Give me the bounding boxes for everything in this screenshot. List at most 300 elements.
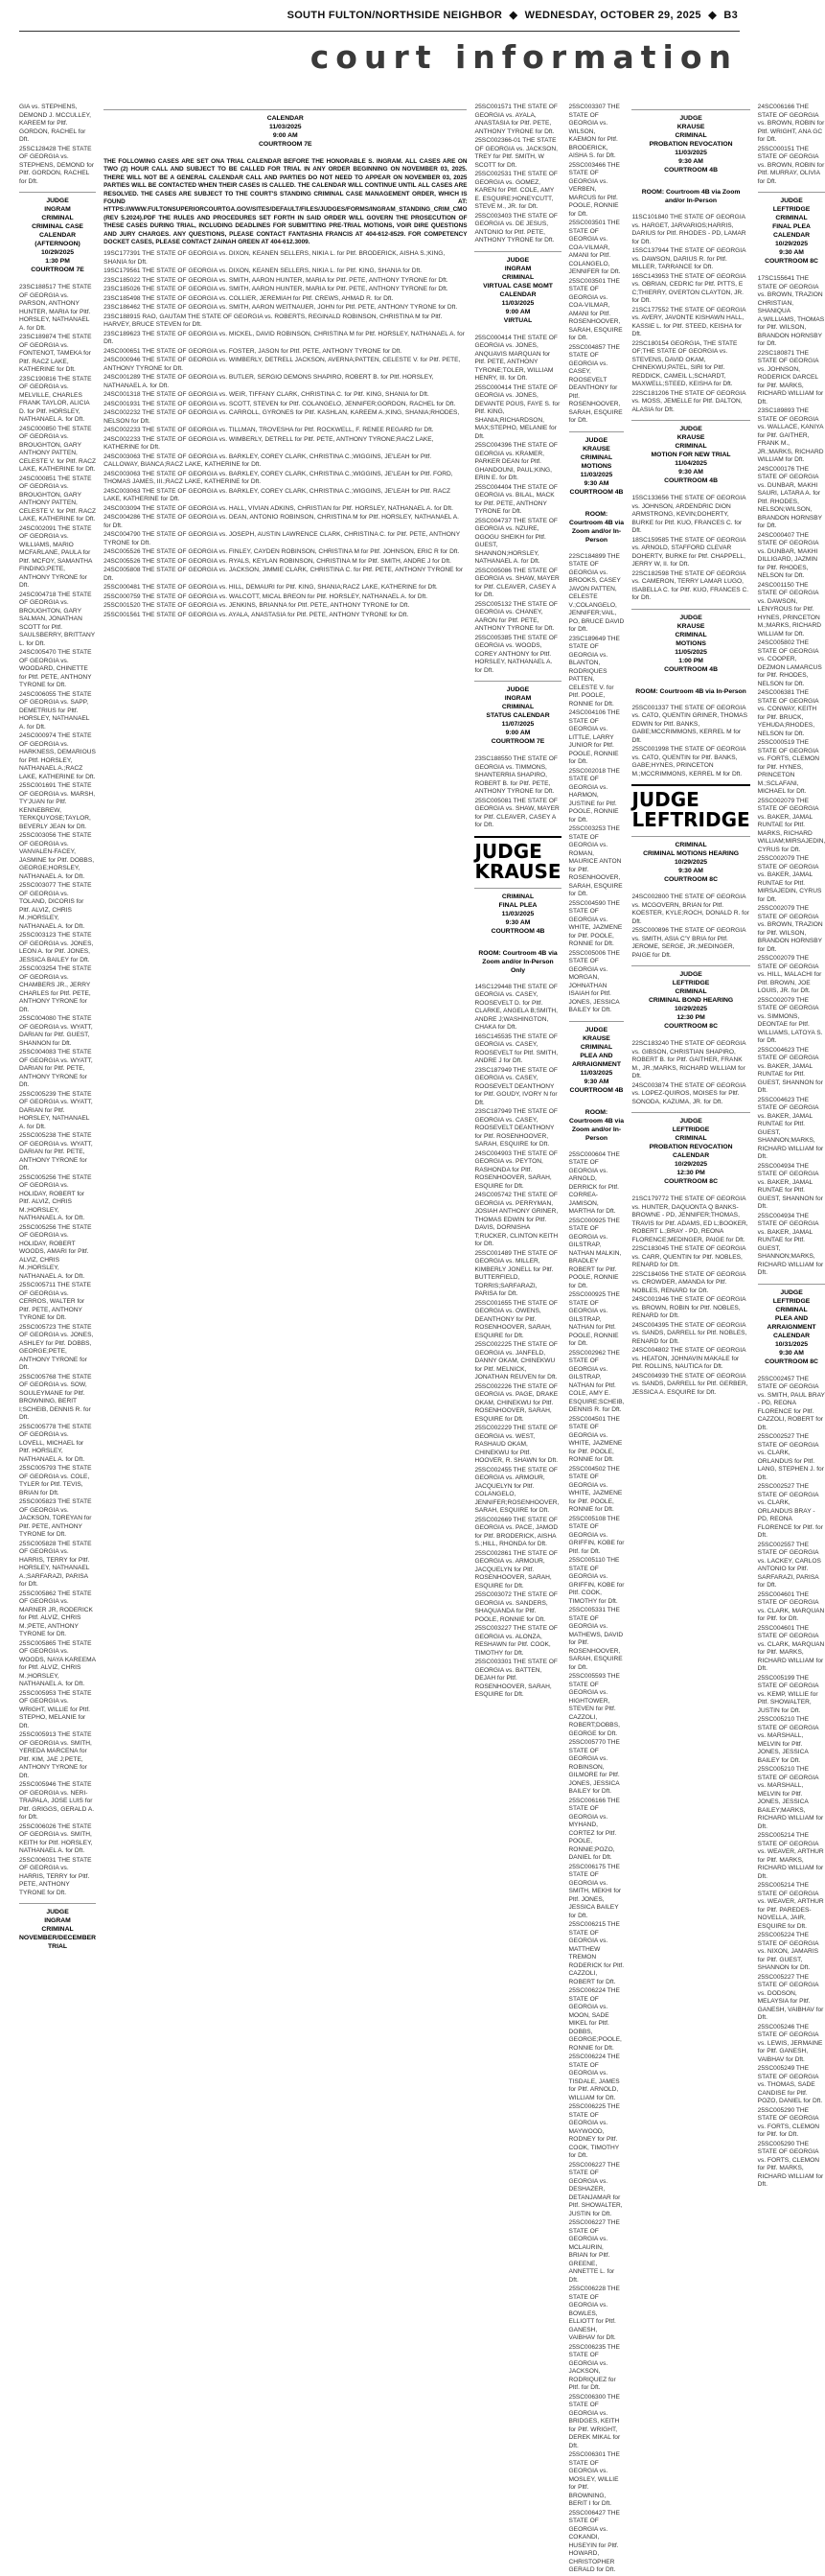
- case-entry: 25SC005723 THE STATE OF GEORGIA vs. JONES, ASHLEY for Pltf. DOBBS, GEORGE;PETE, ANTHONY TYRONE for Dft.: [19, 1323, 94, 1371]
- case-entry: 22SC184899 THE STATE OF GEORGIA vs. BROOKS, CASEY JAVON PATTEN, CELESTE V.;COLANGELO, JENNIFER;VAIL, PO, BRUCE DAVID for Dft.: [568, 552, 625, 633]
- calendar-heading-line: KRAUSE: [676, 434, 705, 441]
- case-entry: 23SC189623 THE STATE OF GEORGIA vs. MICKEL, DAVID ROBINSON, CHRISTINA M for Pltf. HORSLEY, NATHANAEL A. for Dft.: [103, 330, 465, 346]
- judge-name-heading: JUDGE LEFTRIDGE: [631, 784, 749, 830]
- case-entry: 25SC001489 THE STATE OF GEORGIA vs. MILLER, KIMBERLY JONELL for Pltf. BUTTERFIELD, TORRIS;SARFARAZI, PARISA for Dft.: [474, 1249, 558, 1297]
- case-entry: 25SC004934 THE STATE OF GEORGIA vs. BAKER, JAMAL RUNTAE for Pltf. GUEST, SHANNON;MARKS, RICHARD WILLIAM for Dft.: [757, 1212, 824, 1276]
- case-entry: 25SC005199 THE STATE OF GEORGIA vs. KEMP, WILLIE for Pltf. SHOWALTER, JUSTIN for Dft.: [757, 1674, 819, 1714]
- case-entry: 25SC002557 THE STATE OF GEORGIA vs. LACKEY, CARLOS ANTONIO for Pltf. SARFARAZI, PARISA for Dft.: [757, 1541, 821, 1589]
- case-entry: 24SC000176 THE STATE OF GEORGIA vs. DUNBAR, MAKHI SAURI, LATARA A. for Pltf. RHODES, NELSON;WILSON, BRANDON HORNSBY for Dft.: [757, 465, 822, 529]
- case-entry: 24SC001931 THE STATE OF GEORGIA vs. SCOTT, STEVEN for Pltf. COLANGELO, JENNIFER;GORDON, RACHEL for Dft.: [103, 400, 456, 407]
- case-entry: 22SC180154 GEORGIA, THE STATE OF;THE STATE OF GEORGIA vs. STEVENS, DAVID OKAM, CHINEKWU;PATEL, SIRI for Pltf. REDDICK, CAMEIL L;SCHARDT, MAXWELL;STEED, KEISHA for Dft.: [631, 339, 738, 387]
- case-entry: 25SC001571 THE STATE OF GEORGIA vs. AYALA, ANASTASIA for Pltf. PETE, ANTHONY TYRONE for Dft.: [474, 104, 558, 135]
- case-entry: 24SC001946 THE STATE OF GEORGIA vs. BROWN, ROBIN for Pltf. NOBLES, RENARD for Dft.: [631, 1296, 746, 1319]
- case-entry: 23SC188550 THE STATE OF GEORGIA vs. TIMMONS, SHANTERRIA SHAPIRO, ROBERT B. for Pltf. PETE, ANTHONY TYRONE for Dft.: [474, 755, 558, 795]
- calendar-heading-line: 11/03/2025: [675, 150, 707, 156]
- calendar-heading-line: 10/29/2025: [675, 1006, 708, 1012]
- case-entry: 24SC001318 THE STATE OF GEORGIA vs. WEIR, TIFFANY CLARK, CHRISTINA C. for Pltf. KING, SHANIA for Dft.: [103, 391, 429, 399]
- column-2: [103, 104, 467, 2576]
- separator-diamond-icon: ◆: [708, 10, 717, 21]
- calendar-heading-line: 9:30 AM: [678, 469, 703, 476]
- case-entry: 25SC005110 THE STATE OF GEORGIA vs. GRIFFIN, KOBE for Pltf. COOK, TIMOTHY for Dft.: [568, 1557, 625, 1605]
- case-entry: 25SC005770 THE STATE OF GEORGIA vs. ROBINSON, GILMORE for Pltf. JONES, JESSICA BAILEY for Dft.: [568, 1739, 620, 1795]
- calendar-heading-line: COURTROOM 7E: [31, 267, 84, 273]
- case-entry: 24SC000850 THE STATE OF GEORGIA vs. BROUGHTON, GARY ANTHONY PATTEN, CELESTE V. for Pltf. RACZ LAKE, KATHERINE for Dft.: [19, 425, 97, 473]
- case-entry: 25SC006026 THE STATE OF GEORGIA vs. SMITH, KEITH for Pltf. HORSLEY, NATHANAEL A. for Dft.: [19, 1822, 93, 1854]
- case-entry: 19SC177391 THE STATE OF GEORGIA vs. DIXON, KEANEN SELLERS, NIKIA L. for Pltf. BRODERICK, AISHA S.;KING, SHANIA for Dft.: [103, 250, 446, 266]
- room-note: ROOM: Courtroom 4B via Zoom and/or In-Person: [641, 189, 741, 204]
- case-entry: 25SC006235 THE STATE OF GEORGIA vs. JACKSON, RODRIQUEZ for Pltf. for Dft.: [568, 2343, 620, 2391]
- calendar-heading-line: CRIMINAL: [775, 215, 808, 221]
- case-entry: 25SC004404 THE STATE OF GEORGIA vs. BILAL, MACK for Pltf. PETE, ANTHONY TYRONE for Dft.: [474, 483, 558, 515]
- listing-columns: [19, 104, 825, 2573]
- case-entry: 25SC005331 THE STATE OF GEORGIA vs. MATHEWS, DAVID for Pltf. ROSENHOOVER, SARAH, ESQUIRE for Dft.: [568, 1607, 624, 1671]
- case-entry: 25SC005290 THE STATE OF GEORGIA vs. FORTS, CLEMON for Pltf. for Dft.: [757, 2106, 820, 2138]
- case-entry: 24SC000851 THE STATE OF GEORGIA vs. BROUGHTON, GARY ANTHONY PATTEN, CELESTE V. for Pltf. RACZ LAKE, KATHERINE for Dft.: [19, 475, 97, 522]
- case-entry: 25SC001691 THE STATE OF GEORGIA vs. MARSH, TY'JUAN for Pltf. KENNEBREW, TERKQUYOSE;TAYLOR, BEVERLY JEAN for Dft.: [19, 782, 96, 830]
- case-entry: 22SC184056 THE STATE OF GEORGIA vs. CROWDER, AMANDA for Pltf. NOBLES, RENARD for Dft.: [631, 1270, 746, 1294]
- calendar-heading-line: STATUS CALENDAR: [486, 712, 550, 719]
- case-entry: 25SC005256 THE STATE OF GEORGIA vs. HOLIDAY, ROBERT for Pltf. ALVIZ, CHRIS M.;HORSLEY, NATHANAEL A. for Dft.: [19, 1173, 92, 1221]
- case-entry: 25SC002455 THE STATE OF GEORGIA vs. ARMOUR, JACQUELYN for Pltf. COLANGELO, JENNIFER;ROSENHOOVER, SARAH, ESQUIRE for Dft.: [474, 1466, 560, 1514]
- calendar-heading: [631, 965, 749, 1034]
- calendar-heading-line: 10/29/2025: [675, 1161, 708, 1168]
- case-entry: 22SC180871 THE STATE OF GEORGIA vs. JOHNSON, RODERICK DARCEL for Pltf. MARKS, RICHARD WILLIAM for Dft.: [757, 349, 824, 406]
- calendar-heading-line: PROBATION REVOCATION: [649, 141, 733, 148]
- case-entry: 24SC004939 THE STATE OF GEORGIA vs. SANDS, DARRELL for Pltf. GERBER, JESSICA A. ESQUIRE for Dft.: [631, 1372, 748, 1396]
- case-entry: 25SC003056 THE STATE OF GEORGIA vs. VANVALEN-FACEY, JASMINE for Pltf. DOBBS, GEORGE;HORSLEY, NATHANAEL A. for Dft.: [19, 832, 95, 880]
- calendar-heading: [569, 1021, 625, 1099]
- case-entry: 25SC006300 THE STATE OF GEORGIA vs. BRIDGES, KEITH for Pltf. WRIGHT, DEREK MIKAL for Dft.: [568, 2393, 621, 2449]
- calendar-heading-line: COURTROOM 4B: [491, 927, 545, 935]
- case-entry: 24SC004718 THE STATE OF GEORGIA vs. BROUGHTON, GARY SALMAN, JONATHAN SCOTT for Pltf. SAULSBERRY, BRITTANY L. for Dft.: [19, 591, 96, 647]
- calendar-heading-line: 12:30 PM: [676, 1014, 705, 1021]
- case-entry: 25SC002527 THE STATE OF GEORGIA vs. CLARK, ORLANDUS BRAY - PD, REONA FLORENCE for Pltf. for Dft.: [757, 1483, 823, 1539]
- calendar-heading-line: COURTROOM 4B: [569, 1086, 624, 1094]
- calendar-heading: [569, 431, 625, 500]
- calendar-heading-line: INGRAM: [44, 1917, 71, 1924]
- calendar-heading-line: JUDGE: [679, 971, 702, 978]
- running-head: [284, 9, 738, 21]
- calendar-heading: [19, 1903, 96, 1955]
- case-entry: 23SC187949 THE STATE OF GEORGIA vs. CASEY, ROOSEVELT DEANTHONY for Pltf. ROSENHOOVER, SARAH, ESQUIRE for Dft.: [474, 1108, 558, 1148]
- calendar-heading-line: KRAUSE: [583, 445, 610, 453]
- case-entry: 25SC006228 THE STATE OF GEORGIA vs. BOWLES, ELLIOTT for Pltf. GANESH, VAIBHAV for Dft.: [568, 2286, 620, 2341]
- calendar-heading-line: COURTROOM 4B: [569, 488, 624, 496]
- case-entry: 25SC006227 THE STATE OF GEORGIA vs. DESHAZER, DETANJAMAR for Pltf. SHOWALTER, JUSTIN for Dft.: [568, 2161, 623, 2217]
- case-entry: 25SC002527 THE STATE OF GEORGIA vs. CLARK, ORLANDUS for Pltf. LANG, STEPHEN J. for Dft.: [757, 1433, 824, 1481]
- room-note: ROOM: Courtroom 4B via Zoom and/or In-Person: [568, 1108, 624, 1142]
- case-entry: GIA vs. STEPHENS, DEMOND J. MCCULLEY, KAREEM for Pltf. GORDON, RACHEL for Dft.: [19, 104, 91, 143]
- calendar-heading-line: 10/29/2025: [775, 241, 809, 247]
- calendar-heading-line: 11/03/2025: [501, 910, 535, 917]
- calendar-heading-line: 1:30 PM: [45, 258, 70, 265]
- case-entry: 11SC101840 THE STATE OF GEORGIA vs. HARGET, JARVARIOS;HARRIS, DARIUS for Pltf. RHODES - PD, LAMAR for Dft.: [631, 214, 746, 245]
- separator-diamond-icon: ◆: [509, 10, 518, 21]
- calendar-heading-line: 9:30 AM: [779, 249, 804, 256]
- case-entry: 25SC003254 THE STATE OF GEORGIA vs. CHAMBERS JR., JERRY CHARLES for Pltf. PETE, ANTHONY TYRONE for Dft.: [19, 965, 92, 1013]
- case-entry: 25SC005132 THE STATE OF GEORGIA vs. CHANEY, AARON for Pltf. PETE, ANTHONY TYRONE for Dft.: [474, 600, 558, 632]
- case-entry: 25SC005108 THE STATE OF GEORGIA vs. GRIFFIN, KOBE for Pltf. for Dft.: [568, 1515, 625, 1555]
- case-entry: 25SC001998 THE STATE OF GEORGIA vs. CATO, QUENTIN for Pltf. BANKS, GABE;HYNES, PRINCETON M.;MCCRIMMONS, KERREL M for Dft.: [631, 746, 746, 777]
- calendar-heading-line: 10/29/2025: [675, 859, 708, 866]
- room-note: ROOM: Courtroom 4B via Zoom and/or In-Person: [568, 510, 624, 544]
- case-entry: 24SC004790 THE STATE OF GEORGIA vs. JOSEPH, AUSTIN LAWRENCE CLARK, CHRISTINA C. for Pltf. PETE, ANTHONY TYRONE for Dft.: [103, 531, 460, 546]
- case-entry: 25SC128428 THE STATE OF GEORGIA vs. STEPHENS, DEMOND for Pltf. GORDON, RACHEL for Dft.: [19, 145, 95, 185]
- calendar-heading-line: KRAUSE: [676, 622, 705, 630]
- calendar-heading-line: PLEA AND ARRAIGNMENT: [572, 1052, 621, 1068]
- page-header: [0, 0, 759, 33]
- case-entry: 23SC188915 RAO, GAUTAM THE STATE OF GEORGIA vs. ROBERTS, REGINALD ROBINSON, CHRISTINA M for Pltf. HARVEY, BRUCE STEVEN for Dft.: [103, 313, 443, 329]
- case-entry: 24SC004903 THE STATE OF GEORGIA vs. PEYTON, RASHONDA for Pltf. ROSENHOOVER, SARAH, ESQUIRE for Dft.: [474, 1149, 558, 1190]
- case-entry: 25SC003072 THE STATE OF GEORGIA vs. SANDERS, SHAQUANDA for Pltf. POOLE, RONNIE for Dft.: [474, 1591, 558, 1623]
- calendar-heading-line: NOVEMBER/DECEMBER TRIAL: [19, 1935, 97, 1950]
- calendar-heading-line: COURTROOM 7E: [259, 141, 312, 148]
- calendar-heading-line: 9:30 AM: [678, 158, 703, 165]
- case-entry: 24SC003063 THE STATE OF GEORGIA vs. BARKLEY, COREY CLARK, CHRISTINA C.;WIGGINS, JE'LEAH for Pltf. CALLOWAY, BIANCA;RACZ LAKE, KATHERINE for Dft.: [103, 453, 432, 469]
- calendar-heading: [474, 681, 561, 750]
- case-entry: 25SC000604 THE STATE OF GEORGIA vs. ARNOLD, DERRICK for Pltf. CORREA-JAMISON, MARTHA for Dft.: [568, 1150, 620, 1215]
- case-entry: 19SC179561 THE STATE OF GEORGIA vs. DIXON, KEANEN SELLERS, NIKIA L. for Pltf. KING, SHANIA for Dft.: [103, 267, 423, 275]
- calendar-heading-line: CRIMINAL: [675, 631, 707, 638]
- case-entry: 25SC004590 THE STATE OF GEORGIA vs. WHITE, JAZMENE for Pltf. POOLE, RONNIE for Dft.: [568, 899, 623, 947]
- case-entry: 25SC001337 THE STATE OF GEORGIA vs. CATO, QUENTIN GRINER, THOMAS EDWIN for Pltf. BANKS, GABE;MCCRIMMONS, KERREL M for Dft.: [631, 704, 747, 744]
- calendar-heading-line: CRIMINAL: [580, 1043, 613, 1051]
- case-entry: 25SC002079 THE STATE OF GEORGIA vs. BROWN, TRAZION for Pltf. WILSON, BRANDON HORNSBY for Dft.: [757, 905, 823, 953]
- calendar-heading-line: KRAUSE: [583, 1034, 610, 1042]
- case-entry: 25SC003307 THE STATE OF GEORGIA vs. WILSON, KAEMON for Pltf. BRODERICK, AISHA S. for Dft.: [568, 104, 620, 159]
- calendar-heading-line: CRIMINAL: [675, 132, 707, 139]
- case-entry: 25SC004501 THE STATE OF GEORGIA vs. WHITE, JAZMENE for Pltf. POOLE, RONNIE for Dft.: [568, 1415, 623, 1463]
- calendar-heading-line: 9:30 AM: [678, 868, 703, 874]
- calendar-heading-line: 9:00 AM: [505, 308, 531, 315]
- case-entry: 24SC005802 THE STATE OF GEORGIA vs. COOPER, DEZMON LAMARCUS for Pltf. RHODES, NELSON for Dft.: [757, 639, 822, 687]
- calendar-heading-line: CRIMINAL: [501, 704, 535, 710]
- calendar-heading-line: MOTIONS: [676, 639, 706, 647]
- case-entry: 24SC003063 THE STATE OF GEORGIA vs. BARKLEY, COREY CLARK, CHRISTINA C.;WIGGINS, JE'LEAH for Pltf. RACZ LAKE, KATHERINE for Dft.: [103, 487, 451, 503]
- case-entry: 25SC000925 THE STATE OF GEORGIA vs. GILSTRAP, NATHAN MALKIN, BRADLEY ROBERT for Pltf. POOLE, RONNIE for Dft.: [568, 1217, 622, 1289]
- case-entry: 25SC006301 THE STATE OF GEORGIA vs. MOSLEY, WILLIE for Pltf. BROWNING, BERIT I for Dft.: [568, 2451, 620, 2507]
- case-entry: 25SC006224 THE STATE OF GEORGIA vs. TISDALE, JAMES for Pltf. ARNOLD, WILLIAM for Dft.: [568, 2054, 620, 2101]
- header-rule: [19, 31, 740, 32]
- case-entry: 24SC000974 THE STATE OF GEORGIA vs. HARKNESS, DEMARIOUS for Pltf. HORSLEY, NATHANAEL A.;RACZ LAKE, KATHERINE for Dft.: [19, 732, 96, 780]
- case-entry: 25SC004502 THE STATE OF GEORGIA vs. WHITE, JAZMENE for Pltf. POOLE, RONNIE for Dft.: [568, 1465, 623, 1513]
- calendar-heading-line: JUDGE: [506, 256, 530, 264]
- case-entry: 25SC000896 THE STATE OF GEORGIA vs. SMITH, ASIA C'Y BRIA for Pltf. JEROME, SERGE, JR.;MEDINGER, PAIGE for Dft.: [631, 927, 746, 959]
- case-entry: 25SC000925 THE STATE OF GEORGIA vs. GILSTRAP, NATHAN for Pltf. POOLE, RONNIE for Dft.: [568, 1291, 620, 1347]
- calendar-heading-line: 10/29/2025: [41, 249, 75, 256]
- case-entry: 25SC001561 THE STATE OF GEORGIA vs. AYALA, ANASTASIA for Pltf. PETE, ANTHONY TYRONE for Dft.: [103, 611, 409, 618]
- calendar-heading-line: LEFTRIDGE: [772, 206, 811, 213]
- case-entry: 25SC005214 THE STATE OF GEORGIA vs. WEAVER, ARTHUR for Pltf. MARKS, RICHARD WILLIAM for Dft.: [757, 1832, 824, 1880]
- calendar-heading-line: JUDGE: [679, 426, 702, 432]
- case-entry: 23SC189874 THE STATE OF GEORGIA vs. FONTENOT, TAMEKA for Pltf. RACZ LAKE, KATHERINE for Dft.: [19, 334, 92, 373]
- case-entry: 24SC005526 THE STATE OF GEORGIA vs. RYALS, KEYLAN ROBINSON, CHRISTINA M for Pltf. SMITH, ANDRE J for Dft.: [103, 557, 451, 565]
- case-entry: 25SC006215 THE STATE OF GEORGIA vs. MATTHEW TREMON RODERICK for Pltf. CAZZOLI, ROBERT for Dft.: [568, 1921, 625, 1985]
- calendar-heading-line: CRIMINAL: [501, 893, 535, 900]
- case-entry: 23SC186462 THE STATE OF GEORGIA vs. SMITH, AARON WEITNAUER, JOHN for Pltf. PETE, ANTHONY TYRONE for Dft.: [103, 304, 458, 312]
- column-5: [631, 104, 749, 2576]
- case-entry: 24SC003063 THE STATE OF GEORGIA vs. BARKLEY, COREY CLARK, CHRISTINA C.;WIGGINS, JE'LEAH for Pltf. FORD, THOMAS JAMES, III.;RACZ LAKE, KATHERINE for Dft.: [103, 470, 453, 486]
- calendar-heading-line: CRIMINAL: [580, 453, 613, 461]
- case-entry: 24SC002233 THE STATE OF GEORGIA vs. WIMBERLY, DETRELL for Pltf. PETE, ANTHONY TYRONE;RACZ LAKE, KATHERINE for Dft.: [103, 435, 434, 452]
- case-entry: 15SC137944 THE STATE OF GEORGIA vs. DAWSON, DARIUS R. for Pltf. MILLER, TARRANCE for Dft.: [631, 247, 746, 270]
- case-entry: 24SC002800 THE STATE OF GEORGIA vs. MCGOVERN, BRIAN for Pltf. KOESTER, KYLE;ROCH, DONALD R. for Dft.: [631, 893, 749, 925]
- case-entry: 24SC005742 THE STATE OF GEORGIA vs. PERRYMAN, JOSIAH ANTHONY GRINER, THOMAS EDWIN for Pltf. DAVIS, DORNISHA T;RUCKER, CLINTON KEITH for Dft.: [474, 1192, 559, 1247]
- case-entry: 22SC183045 THE STATE OF GEORGIA vs. CARR, QUENTIN for Pltf. NOBLES, RENARD for Dft.: [631, 1245, 746, 1268]
- case-entry: 23SC190816 THE STATE OF GEORGIA vs. MELVILLE, CHARLES FRANK TAYLOR, ALICIA D. for Pltf. HORSLEY, NATHANAEL A. for Dft.: [19, 375, 92, 423]
- calendar-heading: [631, 1112, 749, 1190]
- page-number: B3: [723, 10, 738, 21]
- case-entry: 25SC004601 THE STATE OF GEORGIA vs. CLARK, MARQUAN for Pltf. MARKS, RICHARD WILLIAM for Dft.: [757, 1624, 825, 1672]
- calendar-heading: [103, 109, 467, 152]
- case-entry: 25SC004857 THE STATE OF GEORGIA vs. CASEY, ROOSEVELT DEANTHONY for Pltf. ROSENHOOVER, SARAH, ESQUIRE for Dft.: [568, 343, 623, 424]
- case-entry: 25SC004737 THE STATE OF GEORGIA vs. NZURE, OGOGU SHEIKH for Pltf. GUEST, SHANNON;HORSLEY, NATHANAEL A. for Dft.: [474, 517, 558, 565]
- case-entry: 25SC005828 THE STATE OF GEORGIA vs. HARRIS, TERRY for Pltf. HORSLEY, NATHANAEL A.;SARFARAZI, PARISA for Dft.: [19, 1540, 92, 1588]
- case-entry: 25SC002229 THE STATE OF GEORGIA vs. WEST, RASHAUD OKAM, CHINEKWU for Pltf. HOOVER, R. SHAWN for Dft.: [474, 1425, 559, 1464]
- case-entry: 24SC005470 THE STATE OF GEORGIA vs. WOODARD, CHINETTE for Pltf. PETE, ANTHONY TYRONE for Dft.: [19, 649, 92, 688]
- calendar-heading: [758, 192, 825, 269]
- case-entry: 25SC005768 THE STATE OF GEORGIA vs. SOW, SOULEYMANE for Pltf. BROWNING, BERIT I;SCHEIB, DENNIS R. for Dft.: [19, 1373, 92, 1421]
- case-entry: 25SC003466 THE STATE OF GEORGIA vs. VERBEN, MARCUS for Pltf. POOLE, RONNIE for Dft.: [568, 161, 620, 218]
- case-entry: 17SC155641 THE STATE OF GEORGIA vs. BROWN, TRAZION CHRISTIAN, SHANIQUA A;WILLIAMS, THOMAS for Pltf. WILSON, BRANDON HORNSBY for Dft.: [757, 275, 825, 347]
- calendar-heading-line: LEFTRIDGE: [772, 1297, 811, 1305]
- calendar-heading-line: CRIMINAL CASE CALENDAR (AFTERNOON): [32, 223, 83, 247]
- calendar-heading-line: FINAL PLEA CALENDAR: [772, 223, 811, 239]
- case-entry: 24SC001150 THE STATE OF GEORGIA vs. DAWSON, LENYROUS for Pltf. HYNES, PRINCETON M.;MARKS, RICHARD WILLIAM for Dft.: [757, 581, 821, 638]
- calendar-heading-line: MOTIONS: [581, 462, 612, 470]
- calendar-heading-line: COURTROOM 8C: [765, 258, 818, 265]
- case-entry: 25SC003077 THE STATE OF GEORGIA vs. TOLAND, DICORIS for Pltf. ALVIZ, CHRIS M.;HORSLEY, NATHANAEL A. for Dft.: [19, 882, 92, 930]
- calendar-heading-line: 12:30 PM: [676, 1170, 705, 1176]
- case-entry: 24SC002091 THE STATE OF GEORGIA vs. WILLIAMS, MARIO MCFARLANE, PAULA for Pltf. MCFOY, SAMANTHA FINDING;PETE, ANTHONY TYRONE for Dft.: [19, 524, 93, 589]
- case-entry: 25SC005778 THE STATE OF GEORGIA vs. LOVELL, MICHAEL for Pltf. HORSLEY, NATHANAEL A. for Dft.: [19, 1423, 92, 1463]
- case-entry: 23SC185498 THE STATE OF GEORGIA vs. COLLIER, JEREMIAH for Pltf. CREWS, AHMAD R. for Dft.: [103, 294, 394, 302]
- case-entry: 24SC006166 THE STATE OF GEORGIA vs. BROWN, ROBIN for Pltf. WRIGHT, ANA GC for Dft.: [757, 104, 825, 143]
- calendar-heading: [631, 836, 749, 888]
- case-entry: 25SC002079 THE STATE OF GEORGIA vs. SIMMONS, DEONTAE for Pltf. WILLIAMS, LATOYA S. for Dft.: [757, 996, 823, 1044]
- case-entry: 25SC003403 THE STATE OF GEORGIA vs. DE JESUS, ANTONIO for Pltf. PETE, ANTHONY TYRONE for Dft.: [474, 212, 558, 244]
- case-entry: 25SC002226 THE STATE OF GEORGIA vs. PAGE, DRAKE OKAM, CHINEKWU for Pltf. ROSENHOOVER, SARAH, ESQUIRE for Dft.: [474, 1382, 559, 1423]
- calendar-heading-line: CRIMINAL: [675, 1135, 707, 1142]
- judge-name-heading: JUDGE KRAUSE: [474, 836, 561, 882]
- case-entry: 25SC006175 THE STATE OF GEORGIA vs. SMITH, MEKHI for Pltf. JONES, JESSICA BAILEY for Dft.: [568, 1863, 622, 1919]
- case-entry: 25SC005946 THE STATE OF GEORGIA vs. NERI-TRAPALA, JOSE LUIS for Pltf. GRIGGS, GERALD A. for Dft.: [19, 1781, 95, 1821]
- case-entry: 25SC004083 THE STATE OF GEORGIA vs. WYATT, DARIAN for Pltf. PETE, ANTHONY TYRONE for Dft.: [19, 1049, 93, 1088]
- calendar-heading-line: 11/07/2025: [501, 721, 535, 728]
- section-title: court information: [309, 38, 738, 76]
- calendar-heading-line: JUDGE: [46, 197, 69, 204]
- calendar-heading-line: 9:30 AM: [584, 1078, 609, 1085]
- case-entry: 25SC000414 THE STATE OF GEORGIA vs. JONES, DEVANTE POUS, FAYE S. for Pltf. KING, SHANIA;RICHARDSON, MAX;STEPHO, MELANIE for Dft.: [474, 383, 561, 440]
- case-entry: 25SC006227 THE STATE OF GEORGIA vs. MCLAURIN, BRIAN for Pltf. GREENE, ANNETTE L. for Dft.: [568, 2219, 620, 2284]
- case-entry: 25SC005239 THE STATE OF GEORGIA vs. WYATT, DARIAN for Pltf. HORSLEY, NATHANAEL A. for Dft.: [19, 1090, 93, 1130]
- calendar-heading-line: VIRTUAL CASE MGMT CALENDAR: [483, 282, 553, 298]
- calendar-heading-line: COURTROOM 4B: [664, 167, 718, 174]
- case-entry: 25SC005224 THE STATE OF GEORGIA vs. NIXON, JAMARIS for Pltf. GUEST, SHANNON for Dft.: [757, 1932, 819, 1971]
- case-entry: 25SC003501 THE STATE OF GEORGIA vs. COA-VILMAR, AMANI for Pltf. COLANGELO, JENNIFER for Dft.: [568, 220, 621, 275]
- calendar-heading-line: 11/04/2025: [675, 460, 707, 467]
- calendar-heading-line: LEFTRIDGE: [672, 1126, 710, 1133]
- issue-date: WEDNESDAY, OCTOBER 29, 2025: [524, 10, 701, 21]
- case-entry: 25SC002457 THE STATE OF GEORGIA vs. SMITH, PAUL BRAY - PD, REONA FLORENCE for Pltf. CAZZOLI, ROBERT for Dft.: [757, 1375, 825, 1431]
- calendar-heading-line: FINAL PLEA: [498, 901, 538, 909]
- case-entry: 24SC002232 THE STATE OF GEORGIA vs. CARROLL, GYRONES for Pltf. KASHLAN, KAREEM A.;KING, SHANIA;RHODES, NELSON for Dft.: [103, 409, 460, 425]
- case-entry: 24SC004802 THE STATE OF GEORGIA vs. HEATON, JOHNAVIN MAKALE for Pltf. ROLLINS, NAUTICA for Dft.: [631, 1347, 746, 1370]
- calendar-heading-line: 9:30 AM: [779, 1349, 804, 1357]
- case-entry: 25SC004623 THE STATE OF GEORGIA vs. BAKER, JAMAL RUNTAE for Pltf. GUEST, SHANNON;MARKS, RICHARD WILLIAM for Dft.: [757, 1096, 824, 1160]
- case-entry: 25SC001655 THE STATE OF GEORGIA vs. OWENS, DEANTHONY for Pltf. ROSENHOOVER, SARAH, ESQUIRE for Dft.: [474, 1299, 558, 1339]
- calendar-heading-line: CRIMINAL: [41, 215, 74, 221]
- case-entry: 21SC179772 THE STATE OF GEORGIA vs. HUNTER, DAQUONTA Q BANKS-BROWNE - PD, JENNIFER;THOMAS, TRAVIS for Pltf. ADAMS, ED L;BOOKER, ROBERT L.;BRAY - PD, REONA FLORENCE;MEDINGER, PAIGE for Dft.: [631, 1195, 748, 1243]
- calendar-heading-line: COURTROOM 8C: [664, 1178, 718, 1185]
- calendar-heading-line: 11/03/2025: [268, 124, 302, 130]
- calendar-heading-line: JUDGE: [584, 436, 608, 444]
- calendar-heading-line: COURTROOM 4B: [664, 665, 718, 673]
- calendar-heading-line: CRIMINAL: [501, 273, 535, 281]
- case-entry: 25SC003301 THE STATE OF GEORGIA vs. BATTEN, DEJAH for Pltf. ROSENHOOVER, SARAH, ESQUIRE for Dft.: [474, 1659, 558, 1698]
- calendar-heading-line: JUDGE: [46, 1909, 69, 1915]
- case-entry: 25SC005006 THE STATE OF GEORGIA vs. MORGAN, JOHNATHAN ISAIAH for Pltf. JONES, JESSICA BAILEY for Dft.: [568, 949, 620, 1013]
- case-entry: 24SC002233 THE STATE OF GEORGIA vs. TILLMAN, TROVESHA for Pltf. ROCKWELL, F. RENEE REGARD for Dft.: [103, 427, 434, 434]
- case-entry: 21SC177552 THE STATE OF GEORGIA vs. AVERY, JAVONTE KISHAWN HALL, KASSIE L. for Pltf. STEED, KEISHA for Dft.: [631, 306, 746, 337]
- case-entry: 25SC005246 THE STATE OF GEORGIA vs. LEWIS, JERMAINE for Pltf. GANESH, VAIBHAV for Dft.: [757, 2023, 823, 2063]
- room-note: ROOM: Courtroom 4B via Zoom and/or In-Person Only: [478, 949, 558, 974]
- case-entry: 23SC185022 THE STATE OF GEORGIA vs. SMITH, AARON HUNTER, MARIA for Pltf. PETE, ANTHONY TYRONE for Dft.: [103, 276, 448, 284]
- case-entry: 25SC005385 THE STATE OF GEORGIA vs. WOODS, COREY ANTHONY for Pltf. HORSLEY, NATHANAEL A. for Dft.: [474, 634, 558, 674]
- calendar-heading: [758, 1284, 825, 1370]
- case-entry: 16SC145535 THE STATE OF GEORGIA vs. CASEY, ROOSEVELT for Pltf. SMITH, ANDRE J for Dft.: [474, 1033, 559, 1064]
- calendar-heading-line: JUDGE: [780, 1288, 803, 1296]
- calendar-heading-line: INGRAM: [504, 265, 532, 272]
- calendar-heading-line: JUDGE: [679, 614, 702, 621]
- calendar-heading-line: 11/03/2025: [580, 1069, 613, 1077]
- case-entry: 25SC005793 THE STATE OF GEORGIA vs. COLE, TYLER for Pltf. TEVIS, BRIAN for Dft.: [19, 1465, 92, 1497]
- case-entry: 24SC000651 THE STATE OF GEORGIA vs. FOSTER, JASON for Pltf. PETE, ANTHONY TYRONE for Dft.: [103, 347, 402, 355]
- room-note: ROOM: Courtroom 4B via In-Person: [635, 687, 746, 695]
- case-entry: 25SC002079 THE STATE OF GEORGIA vs. BAKER, JAMAL RUNTAE for Pltf. MARKS, RICHARD WILLIAM;MIRSAJEDIN, CYRUS for Dft.: [757, 797, 825, 853]
- case-entry: 25SC004934 THE STATE OF GEORGIA vs. BAKER, JAMAL RUNTAE for Pltf. GUEST, SHANNON for Dft.: [757, 1162, 823, 1210]
- case-entry: 25SC005238 THE STATE OF GEORGIA vs. WYATT, DARIAN for Pltf. PETE, ANTHONY TYRONE for Dft.: [19, 1132, 93, 1172]
- case-entry: 25SC005290 THE STATE OF GEORGIA vs. FORTS, CLEMON for Pltf. MARKS, RICHARD WILLIAM for Dft.: [757, 2140, 824, 2188]
- case-entry: 25SC000481 THE STATE OF GEORGIA vs. HILL, DEMAURI for Pltf. KING, SHANIA;RACZ LAKE, KATHERINE for Dft.: [103, 584, 438, 592]
- case-entry: 25SC005865 THE STATE OF GEORGIA vs. WOODS, NAYA KAREEMA for Pltf. ALVIZ, CHRIS M.;HORSLEY, NATHANAEL A. for Dft.: [19, 1639, 96, 1687]
- column-3: [474, 104, 561, 2576]
- case-entry: 23SC188517 THE STATE OF GEORGIA vs. PARSON, ANTHONY HUNTER, MARIA for Pltf. HORSLEY, NATHANAEL A. for Dft.: [19, 284, 92, 332]
- case-entry: 25SC002079 THE STATE OF GEORGIA vs. HILL, MALACHI for Pltf. BROWN, JOE LOUIS, JR. for Dft.: [757, 955, 822, 994]
- case-entry: 24SC003094 THE STATE OF GEORGIA vs. HALL, VIVIAN ADKINS, CHRISTIAN for Pltf. HORSLEY, NATHANAEL A. for Dft.: [103, 504, 453, 512]
- case-entry: 25SC005593 THE STATE OF GEORGIA vs. HIGHTOWER, STEVEN for Pltf. CAZZOLI, ROBERT;DOBBS, GEORGE for Dft.: [568, 1673, 620, 1737]
- case-entry: 23SC189649 THE STATE OF GEORGIA vs. BLANTON, RODRIQUES PATTEN, CELESTE V. for Pltf. POOLE, RONNIE for Dft.: [568, 635, 620, 708]
- case-entry: 25SC006166 THE STATE OF GEORGIA vs. MYHAND, CORTEZ for Pltf. POOLE, RONNIE;POZO, DANIEL for Dft.: [568, 1797, 620, 1861]
- case-entry: 25SC006224 THE STATE OF GEORGIA vs. MOON, SADE MIKEL for Pltf. DOBBS, GEORGE;POOLE, RONNIE for Dft.: [568, 1987, 622, 2052]
- case-entry: 22SC181206 THE STATE OF GEORGIA vs. MOSS, JEMELLE for Pltf. DALTON, ALASIA for Dft.: [631, 389, 746, 413]
- case-entry: 22SC182598 THE STATE OF GEORGIA vs. CAMERON, TERRY LAMAR LUGO, ISABELLA C. for Pltf. KUO, FRANCES C. for Dft.: [631, 569, 749, 601]
- column-4: [569, 104, 625, 2576]
- case-entry: 14SC129448 THE STATE OF GEORGIA vs. CASEY, ROOSEVELT D. for Pltf. CLARKE, ANGELA B;SMITH, ANDRE J;WASHINGTON, CHAKA for Dft.: [474, 983, 558, 1031]
- case-entry: 25SC000519 THE STATE OF GEORGIA vs. FORTS, CLEMON for Pltf. HYNES, PRINCETON M.;SCLAFANI, MICHAEL for Dft.: [757, 739, 820, 795]
- calendar-heading-line: CRIMINAL BOND HEARING: [648, 997, 734, 1004]
- case-entry: 25SC000151 THE STATE OF GEORGIA vs. BROWN, ROBIN for Pltf. MURRAY, OLIVIA for Dft.: [757, 145, 825, 185]
- case-entry: 25SC005256 THE STATE OF GEORGIA vs. HOLIDAY, ROBERT WOODS, AMARI for Pltf. ALVIZ, CHRIS M.;HORSLEY, NATHANAEL A. for Dft.: [19, 1223, 92, 1280]
- case-entry: 25SC004396 THE STATE OF GEORGIA vs. KRAMER, PARKER DEAN for Pltf. GHANDOUNI, PAUL;KING, ERIN E. for Dft.: [474, 442, 558, 481]
- calendar-heading-line: COURTROOM 4B: [664, 477, 718, 484]
- calendar-heading: [631, 109, 749, 178]
- calendar-heading: [631, 609, 749, 678]
- calendar-heading-line: JUDGE: [506, 686, 530, 693]
- calendar-heading-line: 9:00 AM: [505, 730, 531, 736]
- case-entry: 24SC006055 THE STATE OF GEORGIA vs. SAPP, DEMETRIUS for Pltf. HORSLEY, NATHANAEL A. for Dft.: [19, 690, 92, 731]
- case-entry: 24SC000407 THE STATE OF GEORGIA vs. DUNBAR, MAKHI DILLIGARD, JAZMIN for Pltf. RHODES, NELSON for Dft.: [757, 531, 819, 579]
- case-entry: 24SC005808 THE STATE OF GEORGIA vs. JACKSON, JIMMIE CLARK, CHRISTINA C. for Pltf. PETE, ANTHONY TYRONE for Dft.: [103, 567, 464, 582]
- calendar-heading-line: CRIMINAL: [775, 1306, 808, 1313]
- case-entry: 25SC005210 THE STATE OF GEORGIA vs. MARSHALL, MELVIN for Pltf. JONES, JESSICA BAILEY for Dft.: [757, 1716, 819, 1764]
- calendar-heading-line: 9:30 AM: [505, 918, 531, 926]
- calendar-heading-line: COURTROOM 8C: [664, 1023, 718, 1030]
- case-entry: 25SC002079 THE STATE OF GEORGIA vs. BAKER, JAMAL RUNTAE for Pltf. MIRSAJEDIN, CYRUS for Dft.: [757, 855, 822, 903]
- case-entry: 25SC002225 THE STATE OF GEORGIA vs. JANFELD, DANNY OKAM, CHINEKWU for Pltf. MELNICK, JONATHAN REUVEN for Dft.: [474, 1341, 558, 1381]
- case-entry: 25SC005227 THE STATE OF GEORGIA vs. DODSON, MELAYSIA for Pltf. GANESH, VAIBHAV for Dft.: [757, 1973, 824, 2021]
- case-entry: 23SC187949 THE STATE OF GEORGIA vs. CASEY, ROOSEVELT DEANTHONY for Pltf. GOUDY, IVORY N for Dft.: [474, 1066, 558, 1106]
- calendar-heading-line: VIRTUAL: [503, 316, 533, 324]
- calendar-heading-line: 10/31/2025: [775, 1340, 809, 1348]
- case-entry: 24SC006381 THE STATE OF GEORGIA vs. CONWAY, KEITH for Pltf. BRUCK, YEHUDA;RHODES, NELSON for Dft.: [757, 689, 819, 737]
- case-entry: 25SC004080 THE STATE OF GEORGIA vs. WYATT, DARIAN for Pltf. GUEST, SHANNON for Dft.: [19, 1015, 93, 1047]
- calendar-heading-line: 11/03/2025: [501, 299, 535, 307]
- calendar-heading: [19, 192, 96, 278]
- calendar-heading-line: MOTION FOR NEW TRIAL: [651, 452, 731, 458]
- case-entry: 25SC000759 THE STATE OF GEORGIA vs. WALCOTT, MICAL BREON for Pltf. HORSLEY, NATHANAEL A. for Dft.: [103, 592, 428, 600]
- case-entry: 25SC005081 THE STATE OF GEORGIA vs. SHAW, MAYER for Pltf. CLEAVER, CASEY A for Dft.: [474, 797, 560, 828]
- calendar-heading-line: INGRAM: [44, 206, 71, 213]
- case-entry: 25SC006427 THE STATE OF GEORGIA vs. COKANDI, HUSEYIN for Pltf. HOWARD, CHRISTOPHER GERALD for Dft.: [568, 2509, 620, 2573]
- calendar-heading-line: INGRAM: [504, 695, 532, 702]
- case-entry: 23SC185026 THE STATE OF GEORGIA vs. SMITH, AARON HUNTER, MARIA for Pltf. PETE, ANTHONY TYRONE for Dft.: [103, 286, 448, 293]
- case-entry: 16SC143953 THE STATE OF GEORGIA vs. OBRIAN, CEDRIC for Pltf. PITTS, E C;THIERRY, OVERTON CLAYTON, JR. for Dft.: [631, 272, 746, 304]
- calendar-heading-line: JUDGE: [679, 115, 702, 122]
- case-entry: 15SC133656 THE STATE OF GEORGIA vs. JOHNSON, ARDENDRIC DION ARMSTRONG, KEVIN;DOHERTY, BURKE for Pltf. KUO, FRANCES C. for Dft.: [631, 495, 746, 534]
- case-entry: 24SC001289 THE STATE OF GEORGIA vs. BUTLER, SERGIO DEMONS SHAPIRO, ROBERT B. for Pltf. HORSLEY, NATHANAEL A. for Dft.: [103, 374, 434, 389]
- case-entry: 25SC002669 THE STATE OF GEORGIA vs. PACE, JAMOD for Pltf. BRODERICK, AISHA S.;HILL, RHONDA for Dft.: [474, 1516, 559, 1547]
- case-entry: 24SC000946 THE STATE OF GEORGIA vs. WIMBERLY, DETRELL JACKSON, AVERNA;PATTEN, CELESTE V. for Pltf. PETE, ANTHONY TYRONE for Dft.: [103, 357, 461, 372]
- case-entry: 25SC005711 THE STATE OF GEORGIA vs. CERROS, WALTER for Pltf. PETE, ANTHONY TYRONE for Dft.: [19, 1282, 92, 1321]
- case-entry: 25SC002861 THE STATE OF GEORGIA vs. ARMOUR, JACQUELYN for Pltf. ROSENHOOVER, SARAH, ESQUIRE for Dft.: [474, 1549, 558, 1590]
- calendar-heading: [631, 420, 749, 489]
- calendar-heading-line: CRIMINAL: [675, 842, 707, 848]
- case-entry: 25SC004623 THE STATE OF GEORGIA vs. BAKER, JAMAL RUNTAE for Pltf. GUEST, SHANNON for Dft.: [757, 1046, 823, 1094]
- case-entry: 25SC003253 THE STATE OF GEORGIA vs. ROMAN, MAURICE ANTON for Pltf. ROSENHOOVER, SARAH, ESQUIRE for Dft.: [568, 825, 623, 897]
- calendar-heading-line: KRAUSE: [676, 124, 705, 130]
- case-entry: 25SC003123 THE STATE OF GEORGIA vs. JONES, LEON A. for Pltf. JONES, JESSICA BAILEY for Dft.: [19, 932, 94, 963]
- case-entry: 25SC002962 THE STATE OF GEORGIA vs. GILSTRAP, NATHAN for Pltf. COLE, AMY E. ESQUIRE;SCHEIB, DENNIS R. for Dft.: [568, 1349, 625, 1413]
- case-entry: 25SC005210 THE STATE OF GEORGIA vs. MARSHALL, MELVIN for Pltf. JONES, JESSICA BAILEY;MARKS, RICHARD WILLIAM for Dft.: [757, 1766, 824, 1830]
- calendar-heading-line: PLEA AND ARRAIGNMENT CALENDAR: [767, 1314, 816, 1339]
- calendar-heading: [474, 888, 561, 940]
- case-entry: 25SC005862 THE STATE OF GEORGIA vs. MARNER JR, RODERICK for Pltf. ALVIZ, CHRIS M.;PETE, ANTHONY TYRONE for Dft.: [19, 1590, 93, 1637]
- calendar-heading-line: CRIMINAL MOTIONS HEARING: [643, 850, 740, 857]
- case-entry: 25SC002531 THE STATE OF GEORGIA vs. GOMEZ, KAREN for Pltf. COLE, AMY E. ESQUIRE;HONEYCUTT, STEVE M., JR. for Dft.: [474, 171, 558, 210]
- case-entry: 25SC005913 THE STATE OF GEORGIA vs. SMITH, YEREDA MARCENA for Pltf. KIM, JAE J;PETE, ANTHONY TYRONE for Dft.: [19, 1731, 92, 1779]
- calendar-heading-line: 1:00 PM: [678, 657, 703, 664]
- case-entry: 18SC159585 THE STATE OF GEORGIA vs. ARNOLD, STAFFORD CLEVAR DOHERTY, BURKE for Pltf. CHAPPELL, JERRY W, II. for Dft.: [631, 536, 746, 568]
- column-6: [758, 104, 825, 2576]
- case-entry: 25SC004601 THE STATE OF GEORGIA vs. CLARK, MARQUAN for Pltf. for Dft.: [757, 1590, 825, 1622]
- calendar-heading-line: COURTROOM 8C: [664, 876, 718, 883]
- calendar-heading-line: 11/05/2025: [675, 648, 707, 656]
- case-entry: 25SC005823 THE STATE OF GEORGIA vs. JACKSON, TOREYAN for Pltf. PETE, ANTHONY TYRONE for Dft.: [19, 1498, 92, 1538]
- calendar-heading-line: CALENDAR: [266, 115, 304, 122]
- calendar-heading-line: CRIMINAL: [675, 988, 707, 995]
- case-entry: 24SC004106 THE STATE OF GEORGIA vs. LITTLE, LARRY JUNIOR for Pltf. POOLE, RONNIE for Dft.: [568, 709, 620, 765]
